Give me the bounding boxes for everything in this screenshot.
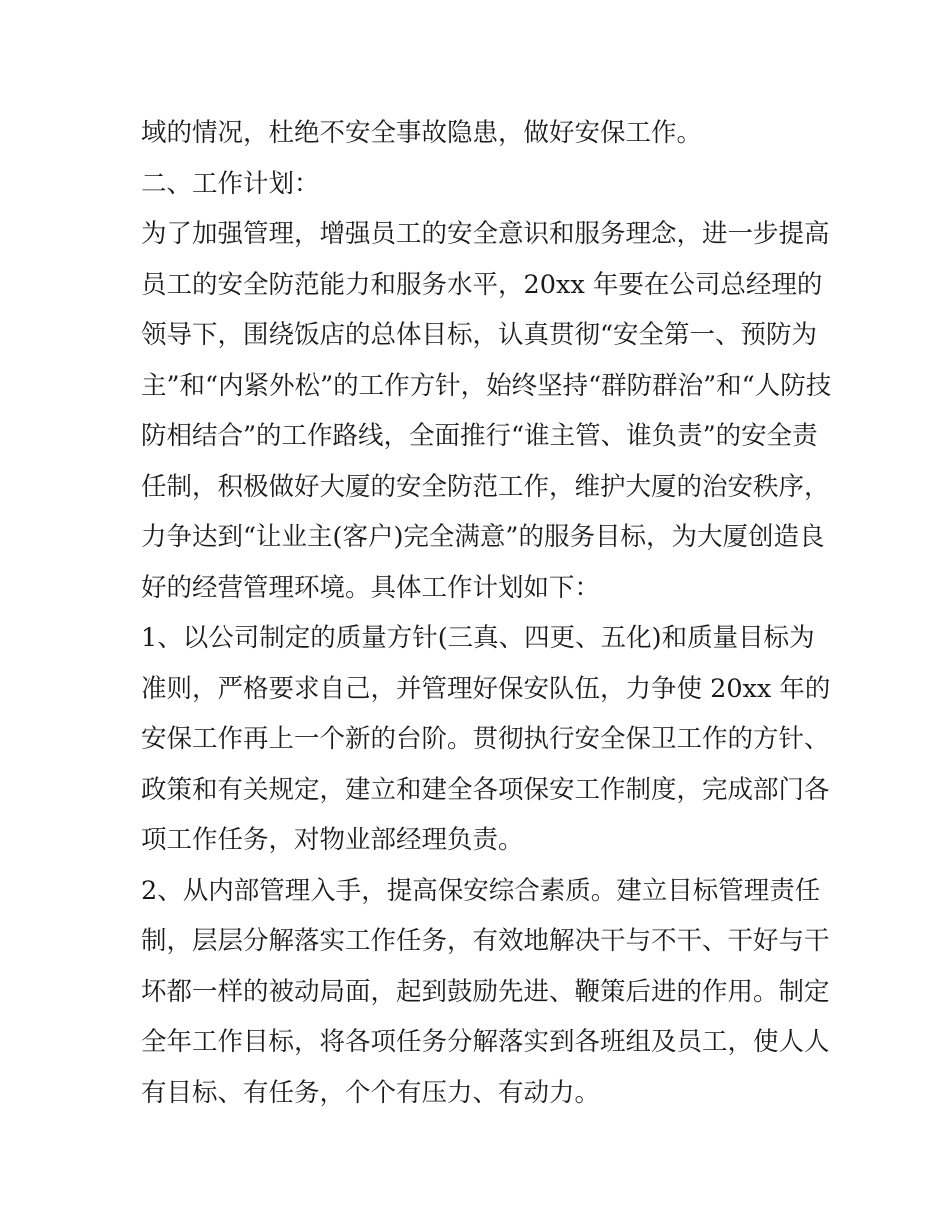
text-line: 项工作任务，对物业部经理负责。 — [141, 825, 524, 855]
text-line: 域的情况，杜绝不安全事故隐患，做好安保工作。 — [141, 118, 703, 148]
section-heading: 二、工作计划： — [141, 168, 320, 199]
text-line: 为了加强管理，增强员工的安全意识和服务理念，进一步提高 — [141, 219, 830, 249]
text-line: 全年工作目标，将各项任务分解落实到各班组及员工，使人人 — [141, 1027, 830, 1057]
text-line: 领导下，围绕饭店的总体目标，认真贯彻“安全第一、预防为 — [141, 320, 818, 350]
list-item-1-line: 1、以公司制定的质量方针(三真、四更、五化)和质量目标为 — [141, 623, 815, 653]
document-body — [141, 108, 832, 1118]
text-line: 力争达到“让业主(客户)完全满意”的服务目标，为大厦创造良 — [141, 522, 825, 552]
text-line: 好的经营管理环境。具体工作计划如下： — [141, 572, 601, 603]
text-line: 准则，严格要求自己，并管理好保安队伍，力争使 20xx 年的 — [141, 673, 831, 704]
text-line: 主”和“内紧外松”的工作方针，始终坚持“群防群治”和“人防技 — [141, 370, 832, 401]
text-line: 防相结合”的工作路线，全面推行“谁主管、谁负责”的安全责 — [141, 421, 818, 451]
text-line: 政策和有关规定，建立和建全各项保安工作制度，完成部门各 — [141, 774, 830, 805]
text-line: 制，层层分解落实工作任务，有效地解决干与不干、干好与干 — [141, 926, 830, 956]
text-line: 安保工作再上一个新的台阶。贯彻执行安全保卫工作的方针、 — [141, 724, 830, 754]
text-line: 员工的安全防范能力和服务水平，20xx 年要在公司总经理的 — [141, 269, 823, 300]
list-item-2-line: 2、从内部管理入手，提高保安综合素质。建立目标管理责任 — [141, 875, 821, 906]
text-line: 坏都一样的被动局面，起到鼓励先进、鞭策后进的作用。制定 — [141, 976, 830, 1007]
text-line: 任制，积极做好大厦的安全防范工作，维护大厦的治安秩序， — [141, 471, 830, 502]
text-line: 有目标、有任务，个个有压力、有动力。 — [141, 1077, 601, 1108]
